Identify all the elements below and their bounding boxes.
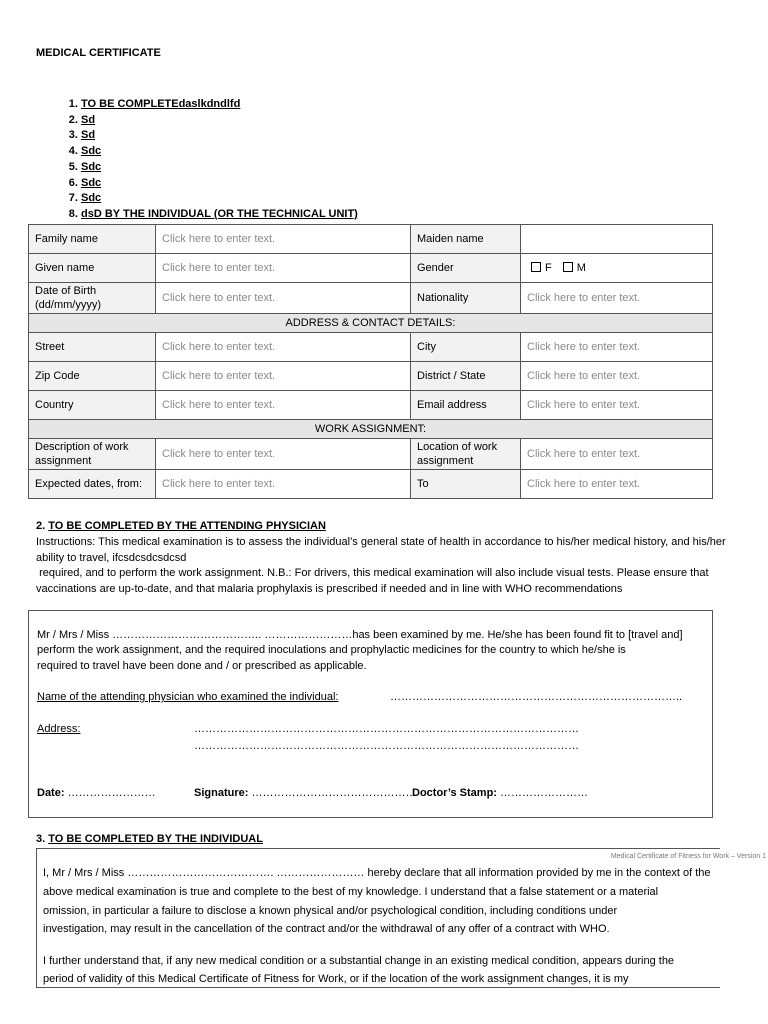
declaration-line-4: investigation, may result in the cancellation of the contract and/or the withdrawal of any offer of a contract with WHO. bbox=[43, 923, 610, 935]
dob-label: Date of Birth (dd/mm/yyyy) bbox=[29, 283, 156, 314]
work-section-header: WORK ASSIGNMENT: bbox=[29, 420, 713, 439]
stamp-label: Doctor’s Stamp: bbox=[412, 787, 497, 799]
street-label: Street bbox=[29, 333, 156, 362]
section-3-title: TO BE COMPLETED BY THE INDIVIDUAL bbox=[48, 833, 263, 845]
physician-name-field[interactable]: …………………………………………………………………….. bbox=[390, 691, 683, 703]
work-location-field[interactable]: Click here to enter text. bbox=[521, 439, 713, 470]
family-name-label: Family name bbox=[29, 225, 156, 254]
stamp-field[interactable]: …………………… bbox=[500, 787, 589, 799]
maiden-name-field[interactable] bbox=[521, 225, 713, 254]
personal-details-table bbox=[28, 224, 713, 499]
city-label: City bbox=[411, 333, 521, 362]
instructions-line-2: required, and to perform the work assignment. N.B.: For drivers, this medical examination will also include visual tests. Please ensure that vaccinations are up-to-date, and that malaria prophylaxis is prescribed if needed and in line with WHO recommendations bbox=[36, 567, 712, 595]
nationality-field[interactable]: Click here to enter text. bbox=[521, 283, 713, 314]
work-description-label: Description of work assignment bbox=[29, 439, 156, 470]
declaration-line-6: period of validity of this Medical Certificate of Fitness for Work, or if the location of the work assignment changes, it is my bbox=[43, 973, 629, 985]
family-name-field[interactable]: Click here to enter text. bbox=[156, 225, 411, 254]
gender-f-label: F bbox=[545, 262, 552, 274]
signature-label: Signature: bbox=[194, 787, 249, 799]
given-name-label: Given name bbox=[29, 254, 156, 283]
nationality-label: Nationality bbox=[411, 283, 521, 314]
gender-f-checkbox[interactable] bbox=[531, 262, 541, 272]
list-item: 2. Sd bbox=[81, 113, 358, 129]
statement-line-1: Mr / Mrs / Miss ………………………………….. ……………………has been examined by me. He/she has been found fit to [travel and] bbox=[37, 629, 683, 641]
physician-box bbox=[28, 610, 713, 818]
dates-from-field[interactable]: Click here to enter text. bbox=[156, 470, 411, 499]
dob-field[interactable]: Click here to enter text. bbox=[156, 283, 411, 314]
list-item: 7. Sdc bbox=[81, 191, 358, 207]
date-row bbox=[37, 785, 156, 801]
list-item: 6. Sdc bbox=[81, 176, 358, 192]
address-section-header: ADDRESS & CONTACT DETAILS: bbox=[29, 314, 713, 333]
gender-m-label: M bbox=[576, 262, 586, 274]
dates-to-field[interactable]: Click here to enter text. bbox=[521, 470, 713, 499]
instructions bbox=[36, 535, 726, 597]
dates-from-label: Expected dates, from: bbox=[29, 470, 156, 499]
address-field-1[interactable]: …………………………………………………………………………………………… bbox=[194, 723, 579, 735]
gender-field bbox=[521, 254, 713, 283]
district-field[interactable]: Click here to enter text. bbox=[521, 362, 713, 391]
page-title: MEDICAL CERTIFICATE bbox=[36, 47, 161, 59]
zip-field[interactable]: Click here to enter text. bbox=[156, 362, 411, 391]
statement-line-2: perform the work assignment, and the required inoculations and prophylactic medicines for the country to which he/she is bbox=[37, 644, 626, 656]
maiden-name-label: Maiden name bbox=[411, 225, 521, 254]
declaration-line-3: omission, in particular a failure to disclose a known physical and/or psychological condition, including conditions under bbox=[43, 905, 618, 917]
list-item: 3. Sd bbox=[81, 128, 358, 144]
district-label: District / State bbox=[411, 362, 521, 391]
list-item: 8. dsD BY THE INDIVIDUAL (OR THE TECHNICAL UNIT) bbox=[81, 207, 358, 223]
country-field[interactable]: Click here to enter text. bbox=[156, 391, 411, 420]
declaration-line-5: I further understand that, if any new medical condition or a substantial change in an existing medical condition, appears during the bbox=[43, 955, 675, 967]
country-label: Country bbox=[29, 391, 156, 420]
address-field-2[interactable]: …………………………………………………………………………………………… bbox=[194, 740, 579, 752]
email-label: Email address bbox=[411, 391, 521, 420]
city-field[interactable]: Click here to enter text. bbox=[521, 333, 713, 362]
list-item: 1. TO BE COMPLETEdaslkdndlfd bbox=[81, 97, 358, 113]
signature-row bbox=[194, 785, 416, 801]
gender-label: Gender bbox=[411, 254, 521, 283]
declaration-line-2: above medical examination is true and complete to the best of my knowledge. I understand that a false statement or a material bbox=[43, 886, 659, 898]
signature-field[interactable]: ……………………………………… bbox=[251, 787, 417, 799]
declaration-line-1: I, Mr / Mrs / Miss …………………………………. …………………… hereby declare that all information provided by me in the context of the bbox=[43, 867, 711, 879]
date-field[interactable]: …………………… bbox=[67, 787, 156, 799]
date-label: Date: bbox=[37, 787, 65, 799]
section-2-title: TO BE COMPLETED BY THE ATTENDING PHYSICIAN bbox=[48, 520, 326, 532]
section-3-heading: 3. TO BE COMPLETED BY THE INDIVIDUAL bbox=[36, 833, 263, 845]
instructions-line-1: Instructions: This medical examination is to assess the individual’s general state of health in accordance to his/her medical history, and his/her ability to travel, ifcsdcsdcsdcsd bbox=[36, 536, 726, 564]
given-name-field[interactable]: Click here to enter text. bbox=[156, 254, 411, 283]
steps-list bbox=[36, 97, 358, 223]
stamp-row bbox=[412, 785, 588, 801]
individual-declaration-box bbox=[36, 848, 720, 988]
address-label: Address: bbox=[37, 723, 81, 735]
section-2-heading: 2. TO BE COMPLETED BY THE ATTENDING PHYSICIAN bbox=[36, 520, 326, 532]
list-item: 5. Sdc bbox=[81, 160, 358, 176]
email-field[interactable]: Click here to enter text. bbox=[521, 391, 713, 420]
footer-version: Medical Certificate of Fitness for Work – Version 1 bbox=[610, 853, 766, 860]
work-location-label: Location of work assignment bbox=[411, 439, 521, 470]
street-field[interactable]: Click here to enter text. bbox=[156, 333, 411, 362]
zip-label: Zip Code bbox=[29, 362, 156, 391]
dates-to-label: To bbox=[411, 470, 521, 499]
work-description-field[interactable]: Click here to enter text. bbox=[156, 439, 411, 470]
physician-name-label: Name of the attending physician who examined the individual: bbox=[37, 691, 339, 703]
statement-line-3: required to travel have been done and / or prescribed as applicable. bbox=[37, 660, 367, 672]
gender-m-checkbox[interactable] bbox=[563, 262, 573, 272]
list-item: 4. Sdc bbox=[81, 144, 358, 160]
